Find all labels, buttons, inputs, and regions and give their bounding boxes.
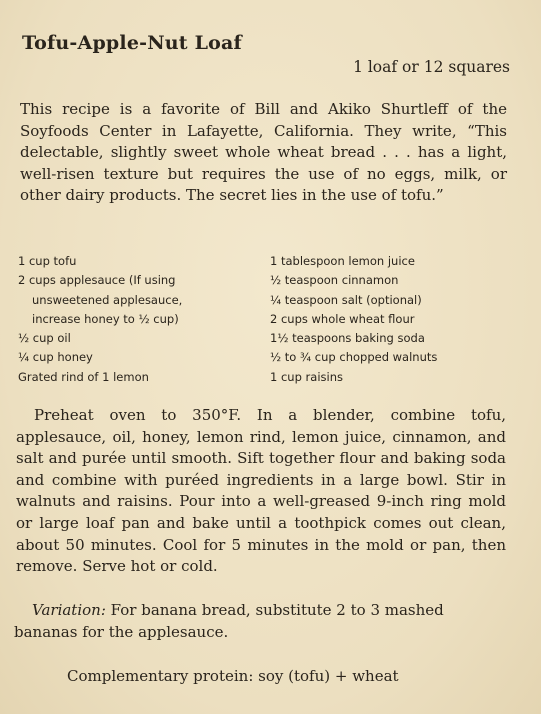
recipe-yield: 1 loaf or 12 squares (353, 58, 510, 76)
variation-text: For banana bread, substitute 2 to 3 mashed bananas for the applesauce. (14, 601, 444, 641)
recipe-variation (14, 600, 506, 643)
ingredient-item: 2 cups applesauce (If using (18, 273, 176, 288)
ingredients-left-column (18, 252, 258, 387)
ingredient-item: ½ teaspoon cinnamon (270, 273, 399, 288)
ingredient-item: ¼ teaspoon salt (optional) (270, 292, 422, 307)
ingredient-item-note: unsweetened applesauce, (32, 292, 183, 307)
recipe-intro: This recipe is a favorite of Bill and Akiko Shurtleff of the Soyfoods Center in Lafayette, California. They write, “This delectable, slightly sweet whole wheat bread . . . has a light, well-risen texture but requires the use of no eggs, milk, or other dairy products. The secret lies in the use of tofu.” (20, 100, 507, 204)
recipe-method: Preheat oven to 350°F. In a blender, combine tofu, applesauce, oil, honey, lemon rind, lemon juice, cinnamon, and salt and purée until smooth. Sift together flour and baking soda and combine with puréed ingredients in a large bowl. Stir in walnuts and raisins. Pour into a well-greased 9-inch ring mold or large loaf pan and bake until a toothpick comes out clean, about 50 minutes. Cool for 5 minutes in the mold or pan, then remove. Serve hot or cold. (16, 406, 506, 576)
complementary-protein: Complementary protein: soy (tofu) + wheat (67, 667, 399, 685)
ingredient-item: Grated rind of 1 lemon (18, 369, 149, 384)
ingredient-item: 1 tablespoon lemon juice (270, 254, 415, 268)
ingredient-item: ½ cup oil (18, 331, 71, 346)
ingredient-item: 1½ teaspoons baking soda (270, 331, 425, 346)
ingredient-item: ¼ cup honey (18, 350, 93, 365)
variation-label: Variation: (32, 601, 106, 619)
ingredient-item: ½ to ¾ cup chopped walnuts (270, 350, 438, 365)
ingredient-item: 2 cups whole wheat flour (270, 311, 415, 326)
ingredient-item-note: increase honey to ½ cup) (32, 311, 179, 326)
ingredient-item: 1 cup raisins (270, 369, 343, 384)
ingredients-right-column (270, 252, 520, 387)
ingredient-item: 1 cup tofu (18, 254, 77, 268)
recipe-title: Tofu-Apple-Nut Loaf (22, 32, 242, 54)
